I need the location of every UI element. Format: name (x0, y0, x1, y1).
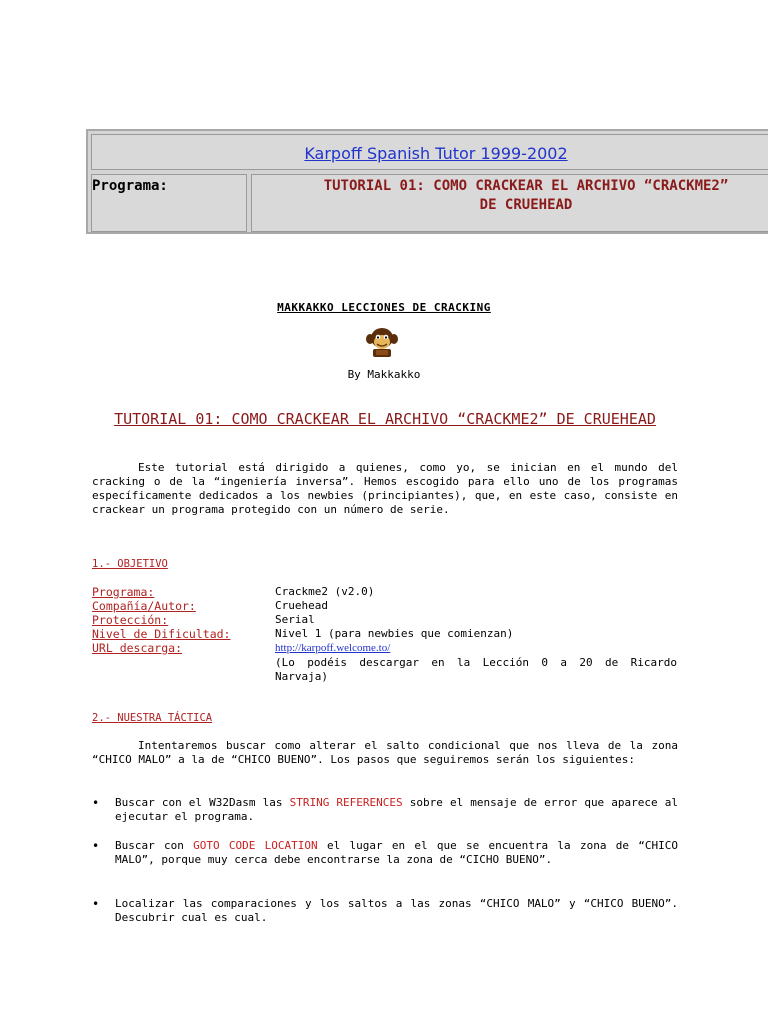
highlight-text: GOTO CODE LOCATION (193, 839, 318, 852)
bullet-icon: • (92, 839, 100, 853)
header-program-cell (91, 174, 247, 232)
list-item-text: Localizar las comparaciones y los saltos a las zonas “CHICO MALO” y “CHICO BUENO”. Descubrir cual es cual. (115, 897, 678, 924)
label-proteccion: Protección: (92, 613, 169, 627)
header-tutorial-line1: TUTORIAL 01: COMO CRACKEAR EL ARCHIVO “CRACKME2” (323, 178, 729, 194)
label-programa: Programa: (92, 585, 155, 599)
header-table (86, 129, 768, 234)
value-programa: Crackme2 (v2.0) (275, 585, 375, 598)
header-tutorial-title (252, 177, 768, 215)
header-title-cell (91, 134, 768, 170)
bullet-icon: • (92, 796, 100, 810)
section-tactica-heading: 2.- NUESTRA TÁCTICA (92, 712, 213, 724)
lessons-heading: MAKKAKKO LECCIONES DE CRACKING (277, 301, 491, 314)
download-url-link[interactable]: http://karpoff.welcome.to/ (275, 642, 391, 654)
bullet-icon: • (92, 897, 100, 911)
download-note: (Lo podéis descargar en la Lección 0 a 20 de Ricardo Narvaja) (275, 656, 677, 683)
byline: By Makkakko (347, 368, 421, 381)
value-proteccion: Serial (275, 613, 315, 626)
value-nivel: Nivel 1 (para newbies que comienzan) (275, 627, 514, 640)
value-compania: Cruehead (275, 599, 328, 612)
label-compania: Compañía/Autor: (92, 599, 196, 613)
list-item-text: Buscar con GOTO CODE LOCATION el lugar en el que se encuentra la zona de “CHICO MALO”, porque muy cerca debe encontrarse la zona de “CICHO BUENO”. (115, 839, 678, 866)
highlight-text: STRING REFERENCES (289, 796, 403, 809)
header-tutorial-line2: DE CRUEHEAD (479, 197, 573, 213)
section-objetivo-heading: 1.- OBJETIVO (92, 558, 168, 570)
intro-paragraph: Este tutorial está dirigido a quienes, como yo, se inician en el mundo del cracking o de la “ingeniería inversa”. Hemos escogido para ello uno de los programas específicamente dedicados a los newbies (principiantes), que, en este caso, consiste en crackear un programa protegido con un número de serie. (92, 461, 678, 516)
list-item-text: Buscar con el W32Dasm las STRING REFERENCES sobre el mensaje de error que aparece al ejecutar el programa. (115, 796, 678, 823)
label-nivel: Nivel de Dificultad: (92, 627, 231, 641)
tactic-paragraph: Intentaremos buscar como alterar el salto condicional que nos lleva de la zona “CHICO MALO” a la de “CHICO BUENO”. Los pasos que seguiremos serán los siguientes: (92, 739, 678, 766)
header-tutorial-cell (251, 174, 768, 232)
header-program-label: Programa: (92, 178, 168, 194)
header-title-link[interactable]: Karpoff Spanish Tutor 1999-2002 (304, 144, 568, 163)
monkey-face-icon (366, 327, 398, 357)
main-title: TUTORIAL 01: COMO CRACKEAR EL ARCHIVO “CRACKME2” DE CRUEHEAD (114, 410, 656, 428)
label-url: URL descarga: (92, 641, 183, 655)
